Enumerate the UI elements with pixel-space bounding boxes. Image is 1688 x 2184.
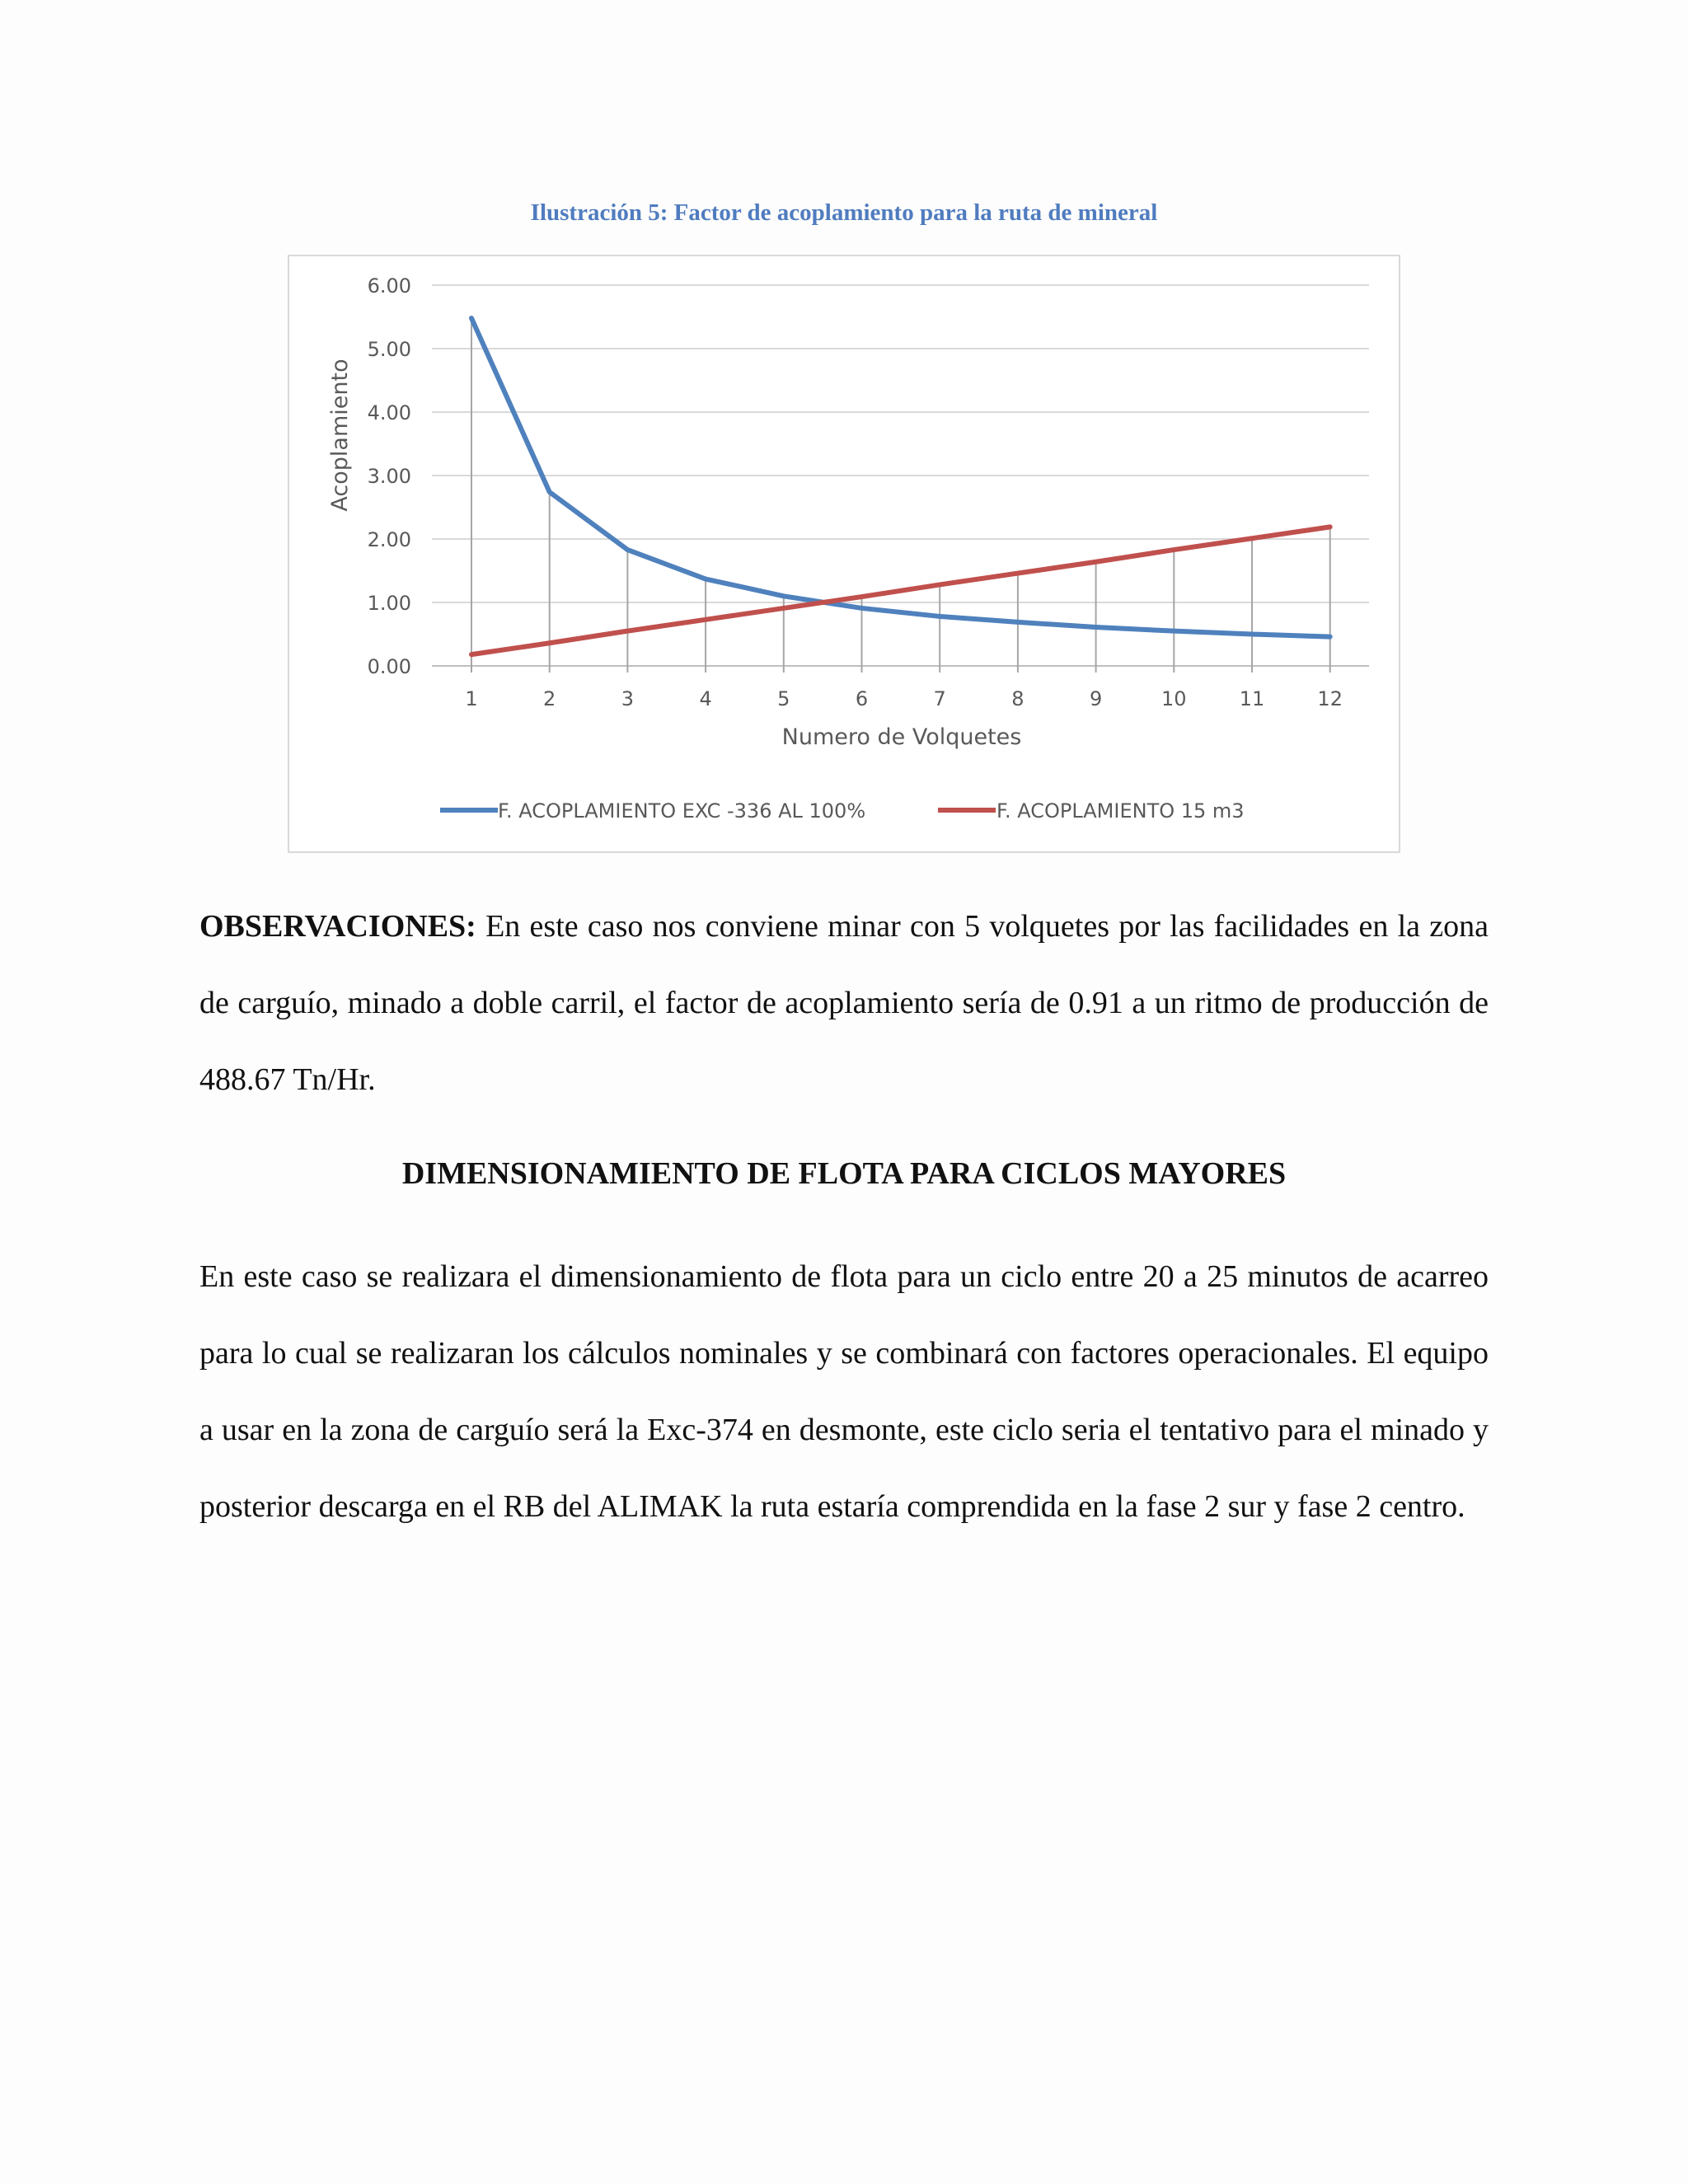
x-tick-label: 6 [855, 687, 869, 710]
section-heading: DIMENSIONAMIENTO DE FLOTA PARA CICLOS MAYORES [401, 1156, 1287, 1191]
x-tick-label: 3 [621, 687, 635, 710]
body-paragraph: En este caso se realizara el dimensionamiento de flota para un ciclo entre 20 a 25 minutos de acarreo para lo cual se realizaran los cálculos nominales y se combinará con factores operacionales. El equipo a usar en la zona de carguío será la Exc-374 en desmonte, este ciclo seria el tentativo para el minado y posterior descarga en el RB del ALIMAK la ruta estaría comprendida en la fase 2 sur y fase 2 centro. [199, 1259, 1489, 1524]
y-tick-label: 0.00 [367, 655, 411, 678]
y-tick-label: 3.00 [367, 465, 411, 488]
x-axis-label: Numero de Volquetes [781, 724, 1022, 750]
y-tick-label: 2.00 [367, 528, 411, 551]
legend [440, 799, 1245, 823]
y-tick-label: 4.00 [367, 401, 411, 424]
drop-lines-layer [471, 318, 1330, 673]
x-tick-label: 9 [1089, 687, 1103, 710]
series-layer [471, 318, 1330, 654]
y-axis-label: Acoplamiento [327, 359, 353, 512]
line-chart [289, 256, 1399, 851]
x-tick-label: 7 [933, 687, 946, 710]
x-tick-labels [465, 687, 1343, 710]
x-tick-label: 11 [1239, 687, 1265, 710]
legend-item-1 [440, 799, 865, 823]
y-tick-label: 1.00 [367, 592, 411, 615]
y-tick-label: 6.00 [367, 274, 411, 298]
legend-item-2 [938, 799, 1245, 823]
grid-layer [432, 285, 1369, 666]
series-line-2 [471, 527, 1330, 654]
observaciones-paragraph [199, 888, 1489, 1118]
observaciones-text: En este caso nos conviene minar con 5 volquetes por las facilidades en la zona de carguío, minado a doble carril, el factor de acoplamiento sería de 0.91 a un ritmo de producción de 488.67 Tn/Hr. [199, 909, 1489, 1097]
x-tick-label: 12 [1317, 687, 1343, 710]
legend-label: F. ACOPLAMIENTO EXC -336 AL 100% [498, 799, 866, 823]
legend-label: F. ACOPLAMIENTO 15 m3 [996, 799, 1245, 823]
x-tick-label: 10 [1161, 687, 1187, 710]
x-tick-label: 1 [465, 687, 478, 710]
x-tick-label: 8 [1011, 687, 1025, 710]
chart-container [288, 255, 1400, 853]
y-tick-label: 5.00 [367, 338, 411, 361]
observaciones-label: OBSERVACIONES: [199, 909, 476, 944]
figure-caption: Ilustración 5: Factor de acoplamiento para la ruta de mineral [530, 199, 1158, 226]
x-tick-label: 5 [777, 687, 790, 710]
x-tick-label: 4 [699, 687, 712, 710]
y-tick-labels [368, 274, 411, 678]
x-tick-label: 2 [543, 687, 556, 710]
